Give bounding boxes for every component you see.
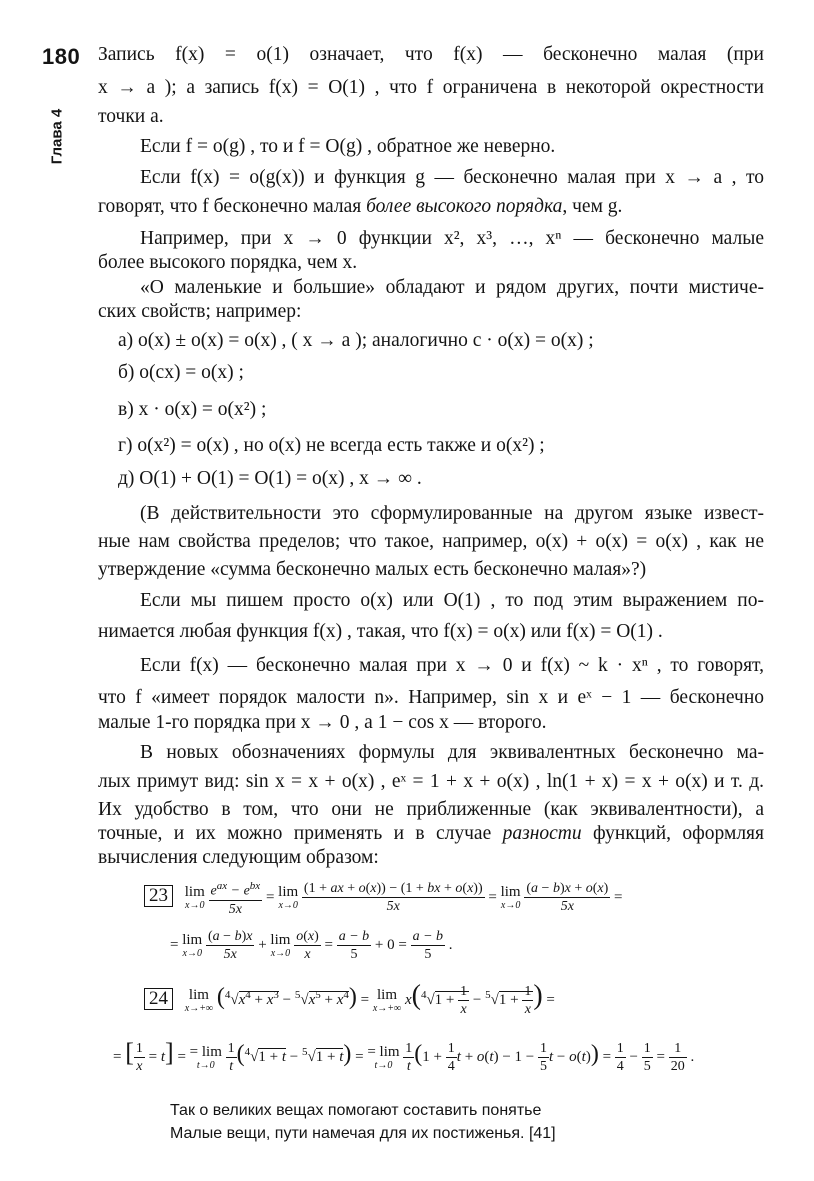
- text-line: вычисления следующим образом:: [98, 847, 379, 868]
- fraction: $e^{ax} - e^{bx}$ 5x: [210, 880, 261, 917]
- fraction: $\frac{1}{x}$: [524, 984, 532, 1017]
- text-line: [98, 195, 764, 219]
- example-23-line-1: [144, 878, 705, 918]
- limit-operator: lim x→0: [182, 931, 203, 959]
- text-line: Их удобство в том, что они не приближенные (как эквивалентности), а: [98, 799, 764, 820]
- limit-operator: lim x→0: [270, 931, 291, 959]
- emphasis-text: разности: [502, 823, 582, 844]
- text-line: x → a ); а запись f(x) = O(1) , что f ограничена в некоторой окрестности: [98, 77, 764, 98]
- text-line: Если f = o(g) , то и f = O(g) , обратное же неверно.: [140, 136, 556, 157]
- text-line: Если f(x) — бесконечно малая при x → 0 и f(x) ~ k · xⁿ , то говорят,: [140, 655, 764, 676]
- text-line: Например, при x → 0 функции x², x³, …, xⁿ — бесконечно малые: [140, 228, 764, 249]
- text-line: более высокого порядка, чем x.: [98, 252, 358, 273]
- example-number: 23: [144, 885, 173, 907]
- fraction: $\frac{1}{t}$: [405, 1041, 413, 1074]
- limit-operator: lim x→+∞: [184, 986, 214, 1014]
- chapter-text: Глава 4: [48, 108, 66, 165]
- example-24-line-1: [144, 979, 555, 1018]
- fraction: $\frac{a - b}{5}$: [338, 929, 370, 962]
- chapter-label: [48, 108, 69, 168]
- text-line: нимается любая функция f(x) , такая, что f(x) = o(x) или f(x) = O(1) .: [98, 621, 663, 642]
- fraction: $\frac{1}{4}$: [447, 1041, 455, 1074]
- text-span: точные, и их можно применять и в случае: [98, 823, 503, 844]
- text-line: точки a.: [98, 106, 164, 127]
- text-line: [98, 822, 764, 846]
- property-item-d: д) O(1) + O(1) = O(1) = o(x) , x → ∞ .: [118, 468, 422, 489]
- text-line: утверждение «сумма бесконечно малых есть бесконечно малая»?): [98, 559, 647, 580]
- page-number: 180: [42, 44, 81, 69]
- property-item-a: а) o(x) ± o(x) = o(x) , ( x → a ); аналогично c · o(x) = o(x) ;: [118, 330, 594, 351]
- text-line: Если f(x) = o(g(x)) и функция g — бесконечно малая при x → a , то: [140, 167, 764, 188]
- fraction: $\frac{1}{x}$: [135, 1041, 143, 1074]
- text-line: «О маленькие и большие» обладают и рядом других, почти мистиче-: [140, 277, 764, 298]
- text-span: функций, оформляя: [581, 823, 764, 844]
- fraction: $\frac{1}{4}$: [616, 1041, 624, 1074]
- text-line: малые 1-го порядка при x → 0 , а 1 − cos x — второго.: [98, 712, 547, 733]
- text-line: ских свойств; например:: [98, 301, 302, 322]
- limit-operator: lim x→0: [500, 883, 521, 911]
- text-span: говорят, что f бесконечно малая: [98, 196, 367, 217]
- property-item-g: г) o(x²) = o(x) , но o(x) не всегда есть также и o(x²) ;: [118, 435, 545, 456]
- emphasis-text: более высокого порядка: [366, 196, 563, 217]
- property-item-b: б) o(cx) = o(x) ;: [118, 362, 244, 383]
- formula-text: lim x→0 $e^{ax} - e^{bx}$ 5x = lim x→0 $\frac{(1 + ax + o(x)) - (1 + bx + o(x))}{5x}$ = lim x→0 $\frac{(a - b)x + o(x)}{5x}$ =: [184, 880, 623, 917]
- limit-operator: = lim t→0: [189, 1043, 222, 1071]
- limit-operator: lim x→0: [184, 883, 205, 911]
- text-line: лых примут вид: sin x = x + o(x) , eˣ = 1 + x + o(x) , ln(1 + x) = x + o(x) и т. д.: [98, 771, 764, 792]
- fraction: $\frac{(a - b)x + o(x)}{5x}$: [526, 881, 609, 915]
- fraction: $\frac{1}{t}$: [227, 1041, 235, 1074]
- fraction: $\frac{1}{5}$: [540, 1041, 547, 1074]
- fraction: $\frac{1}{x}$: [460, 984, 468, 1017]
- epigraph-line-1: Так о великих вещах помогают составить понятье: [170, 1102, 542, 1119]
- fraction: $\frac{o(x)}{x}$: [296, 929, 319, 962]
- limit-operator: lim x→+∞: [372, 986, 402, 1014]
- epigraph-line-2: Малые вещи, пути намечая для их постиженья. [41]: [170, 1125, 556, 1142]
- limit-operator: = lim t→0: [367, 1043, 400, 1071]
- example-24-line-2: = [ $\frac{1}{x}$ = t] = = lim t→0 $\frac{1}{t}$ ($^4$√1 + t − $^5$√1 + t) = = lim t→0 $\frac{1}{t}$ (1 + $\frac{1}{4}$ t + o(t) − 1 − $\frac{1}{5}$ t − o(t)) = $\frac{1}{4}$ − $\frac{1}{5}$ = $\frac{1}{20}$ .: [113, 1037, 695, 1074]
- fraction: $\frac{a - b}{5}$: [412, 929, 444, 962]
- fraction: $\frac{(1 + ax + o(x)) - (1 + bx + o(x))}{5x}$: [303, 881, 483, 915]
- text-line: что f «имеет порядок малости n». Например, sin x и eˣ − 1 — бесконечно: [98, 687, 764, 708]
- limit-operator: lim x→0: [278, 883, 299, 911]
- text-line: В новых обозначениях формулы для эквивалентных бесконечно ма-: [140, 742, 764, 763]
- property-item-v: в) x · o(x) = o(x²) ;: [118, 399, 267, 420]
- text-line: Запись f(x) = o(1) означает, что f(x) — бесконечно малая (при: [98, 44, 764, 65]
- text-line: Если мы пишем просто o(x) или O(1) , то под этим выражением по-: [140, 590, 764, 611]
- text-line: ные нам свойства пределов; что такое, например, o(x) + o(x) = o(x) , как не: [98, 531, 764, 552]
- fraction: $\frac{(a - b)x}{5x}$: [207, 929, 253, 962]
- text-span: , чем g.: [562, 196, 623, 217]
- fraction: $\frac{1}{5}$: [643, 1041, 651, 1074]
- example-23-line-2: = lim x→0 $\frac{(a - b)x}{5x}$ + lim x→0 $\frac{o(x)}{x}$ = $\frac{a - b}{5}$ + 0 = $\frac{a - b}{5}$ .: [170, 929, 453, 962]
- formula-text: lim x→+∞ $(^4√x^4 + x^3 - ^5√x^5 + x^4) = \lim$ x→+∞ x($^4$√1 + $\frac{1}{x}$ − $^5$√1 + $\frac{1}{x}$ ) =: [184, 979, 555, 1017]
- fraction: $\frac{1}{20}$: [670, 1041, 685, 1074]
- example-number: 24: [144, 988, 173, 1010]
- text-line: (В действительности это сформулированные на другом языке извест-: [140, 503, 764, 524]
